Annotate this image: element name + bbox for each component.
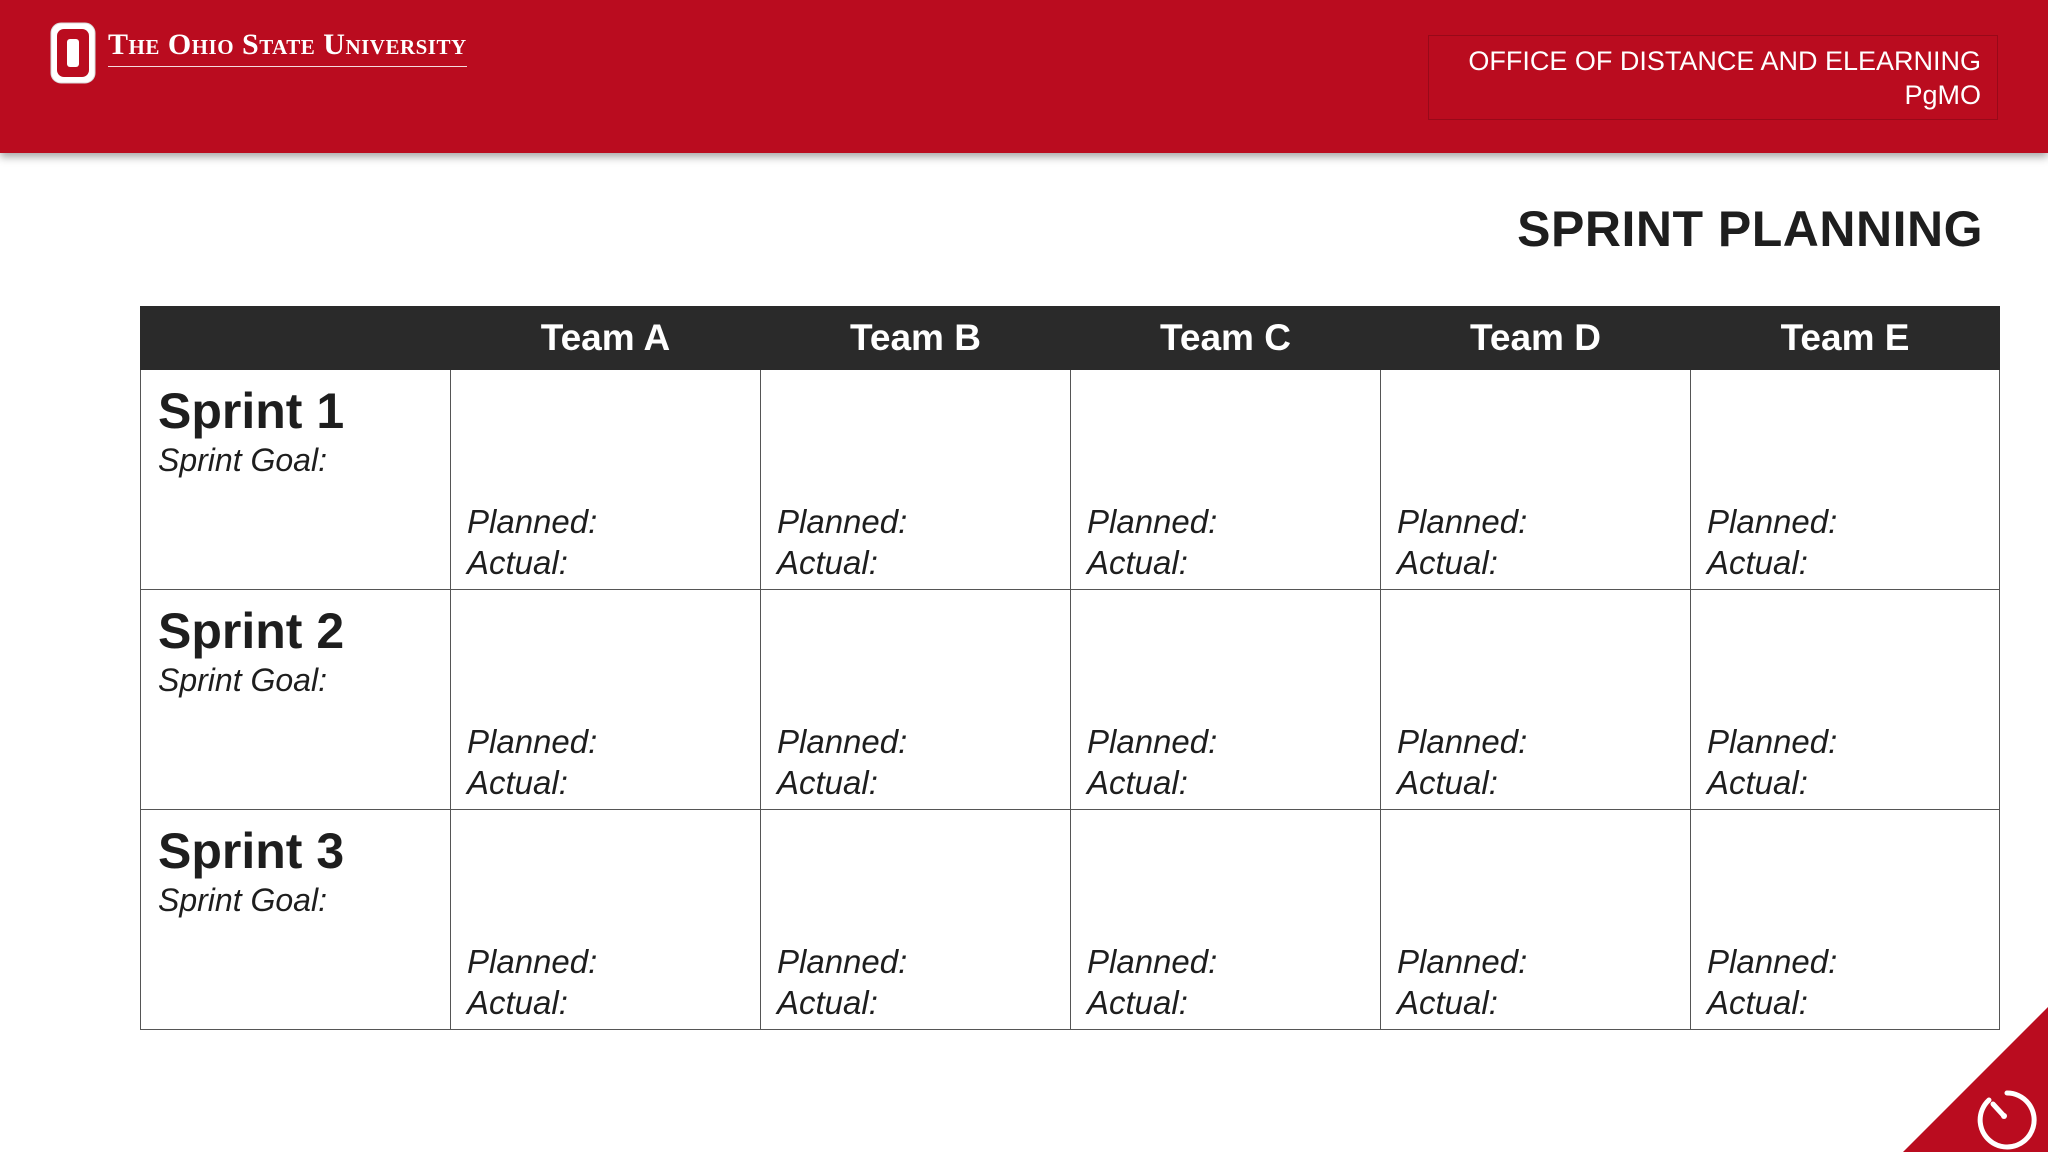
team-cell[interactable] (1381, 590, 1691, 810)
planned-label: Planned: (1087, 943, 1218, 980)
actual-label: Actual: (777, 984, 878, 1021)
university-logo[interactable] (50, 22, 467, 84)
team-cell[interactable] (761, 590, 1071, 810)
planned-label: Planned: (467, 943, 598, 980)
office-label-box (1428, 35, 1998, 120)
table-row (141, 810, 2000, 1030)
planned-label: Planned: (467, 503, 598, 540)
sprint-goal-label: Sprint Goal: (158, 882, 327, 918)
table-row (141, 590, 2000, 810)
sprint-goal-label: Sprint Goal: (158, 442, 327, 478)
planned-label: Planned: (1397, 723, 1528, 760)
team-cell[interactable] (451, 370, 761, 590)
actual-label: Actual: (1707, 984, 1808, 1021)
team-cell[interactable] (1691, 370, 2000, 590)
column-header-team-a: Team A (451, 307, 761, 370)
team-cell[interactable] (451, 810, 761, 1030)
planned-label: Planned: (1707, 723, 1838, 760)
actual-label: Actual: (1397, 764, 1498, 801)
sprint-goal-label: Sprint Goal: (158, 662, 327, 698)
actual-label: Actual: (467, 984, 568, 1021)
sprint-label-cell (141, 810, 451, 1030)
block-o-icon (50, 22, 96, 84)
sprint-name: Sprint 2 (158, 603, 345, 659)
planned-label: Planned: (467, 723, 598, 760)
planned-label: Planned: (1707, 943, 1838, 980)
team-cell[interactable] (1071, 590, 1381, 810)
actual-label: Actual: (1397, 984, 1498, 1021)
sprint-label-cell (141, 370, 451, 590)
column-header-team-c: Team C (1071, 307, 1381, 370)
planned-label: Planned: (777, 723, 908, 760)
team-cell[interactable] (1071, 810, 1381, 1030)
column-header-empty (141, 307, 451, 370)
page-title: SPRINT PLANNING (1517, 201, 1983, 257)
team-cell[interactable] (1691, 590, 2000, 810)
table-row (141, 370, 2000, 590)
team-cell[interactable] (1381, 810, 1691, 1030)
actual-label: Actual: (777, 544, 878, 581)
column-header-team-d: Team D (1381, 307, 1691, 370)
team-cell[interactable] (1691, 810, 2000, 1030)
team-cell[interactable] (1381, 370, 1691, 590)
planned-label: Planned: (777, 943, 908, 980)
actual-label: Actual: (467, 764, 568, 801)
planned-label: Planned: (1087, 503, 1218, 540)
team-cell[interactable] (1071, 370, 1381, 590)
team-cell[interactable] (761, 810, 1071, 1030)
office-subname: PgMO (1904, 80, 1981, 110)
column-header-team-b: Team B (761, 307, 1071, 370)
sprint-label-cell (141, 590, 451, 810)
sprint-planning-table (140, 306, 2000, 1030)
planned-label: Planned: (1087, 723, 1218, 760)
column-header-team-e: Team E (1691, 307, 2000, 370)
planned-label: Planned: (1397, 943, 1528, 980)
actual-label: Actual: (467, 544, 568, 581)
sprint-name: Sprint 1 (158, 383, 345, 439)
planned-label: Planned: (777, 503, 908, 540)
actual-label: Actual: (777, 764, 878, 801)
table-header-row (141, 307, 2000, 370)
corner-triangle (1903, 1007, 2048, 1152)
actual-label: Actual: (1707, 544, 1808, 581)
actual-label: Actual: (1397, 544, 1498, 581)
actual-label: Actual: (1087, 764, 1188, 801)
university-name: The Ohio State University (108, 30, 467, 67)
planned-label: Planned: (1397, 503, 1528, 540)
planned-label: Planned: (1707, 503, 1838, 540)
team-cell[interactable] (761, 370, 1071, 590)
actual-label: Actual: (1707, 764, 1808, 801)
corner-badge[interactable] (1903, 1007, 2048, 1152)
team-cell[interactable] (451, 590, 761, 810)
actual-label: Actual: (1087, 544, 1188, 581)
actual-label: Actual: (1087, 984, 1188, 1021)
sprint-name: Sprint 3 (158, 823, 345, 879)
header-bar (0, 0, 2048, 153)
office-name: OFFICE OF DISTANCE AND ELEARNING (1468, 46, 1981, 76)
